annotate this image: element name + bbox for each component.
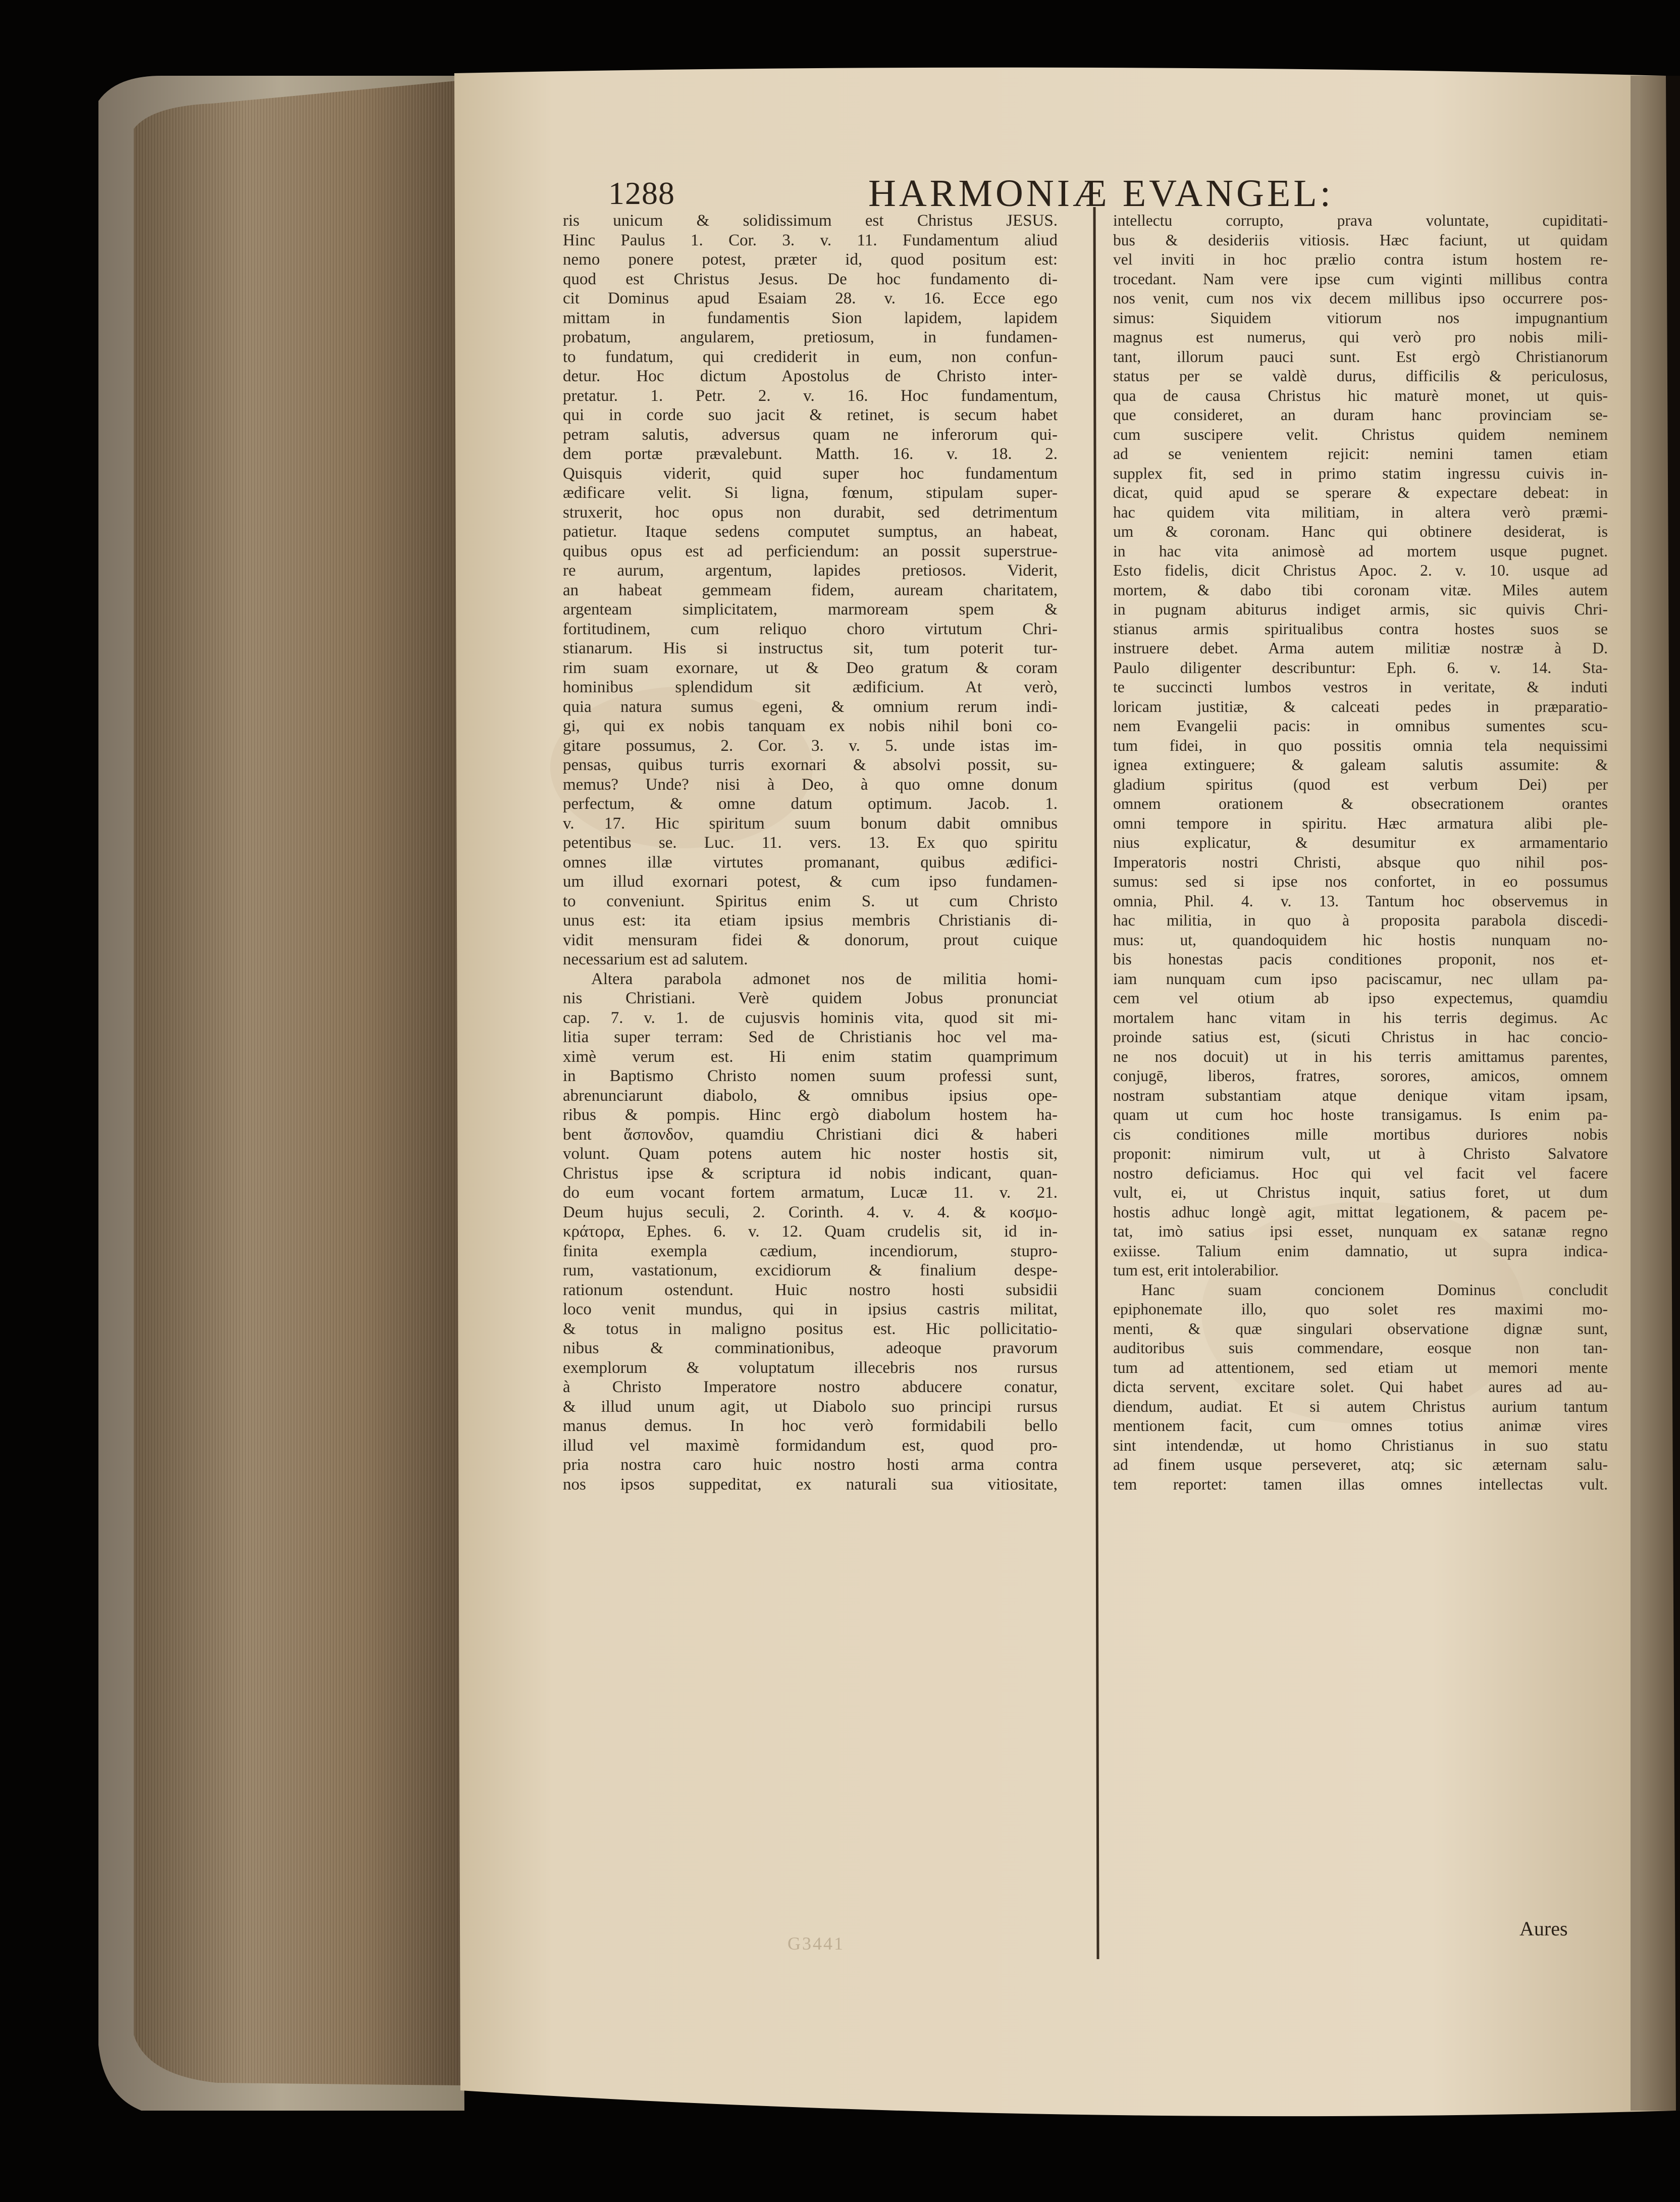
text-line: pria nostra caro huic nostro hosti arma contra bbox=[563, 1456, 1058, 1474]
text-line: illud vel maximè formidandum est, quod pro- bbox=[563, 1436, 1058, 1455]
text-line: dicta servent, excitare solet. Qui habet aures ad au- bbox=[1113, 1378, 1608, 1396]
text-line: magnus est numerus, qui verò pro nobis mili- bbox=[1113, 328, 1608, 346]
text-line: menti, & quæ singulari observatione dignæ sunt, bbox=[1113, 1319, 1608, 1338]
text-line: in pugnam abiturus indiget armis, sic quivis Chri- bbox=[1113, 600, 1608, 618]
text-line: nibus & comminationibus, adeoque pravorum bbox=[563, 1339, 1058, 1357]
text-line: nem Evangelii pacis: in omnibus sumentes scu- bbox=[1113, 717, 1608, 735]
text-line: loco venit mundus, qui in ipsius castris militat, bbox=[563, 1300, 1058, 1318]
text-line: bus & desideriis vitiosis. Hæc faciunt, ut quidam bbox=[1113, 231, 1608, 249]
text-line bbox=[563, 1494, 1058, 1514]
text-line: tum fidei, in quo possitis omnia tela nequissimi bbox=[1113, 736, 1608, 754]
text-line: stianus armis spiritualibus contra hostes suos se bbox=[1113, 620, 1608, 638]
text-line: nius explicatur, & desumitur ex armamentario bbox=[1113, 834, 1608, 851]
text-line: nostram substantiam atque denique vitam ipsam, bbox=[1113, 1086, 1608, 1104]
text-line: Hinc Paulus 1. Cor. 3. v. 11. Fundamentum aliud bbox=[563, 231, 1058, 249]
text-line: re aurum, argentum, lapides pretiosos. Viderit, bbox=[563, 561, 1058, 580]
text-line: simus: Siquidem vitiorum nos impugnantium bbox=[1113, 309, 1608, 327]
text-line: cit Dominus apud Esaiam 28. v. 16. Ecce ego bbox=[563, 289, 1058, 308]
text-line: auditoribus suis commendare, eosque non tan- bbox=[1113, 1339, 1608, 1357]
text-line: ximè verum est. Hi enim statim quamprimum bbox=[563, 1047, 1058, 1066]
text-line: & totus in maligno positus est. Hic pollicitatio- bbox=[563, 1319, 1058, 1338]
text-line: status per se valdè durus, difficilis & periculosus, bbox=[1113, 367, 1608, 385]
text-line: quia natura sumus egeni, & omnium rerum indi- bbox=[563, 697, 1058, 716]
text-line bbox=[563, 1514, 1058, 1533]
catchword: Aures bbox=[1519, 1917, 1568, 1940]
text-line: vidit mensuram fidei & donorum, prout cuique bbox=[563, 931, 1058, 949]
text-line: cis conditiones mille mortibus duriores nobis bbox=[1113, 1125, 1608, 1143]
text-line: ris unicum & solidissimum est Christus JESUS. bbox=[563, 212, 1058, 230]
text-line: dicat, quid apud se sperare & expectare debeat: in bbox=[1113, 484, 1608, 501]
text-line: an habeat gemmeam fidem, auream charitatem, bbox=[563, 581, 1058, 599]
text-line: ribus & pompis. Hinc ergò diabolum hostem ha- bbox=[563, 1106, 1058, 1124]
text-line: stianarum. His si instructus sit, tum poterit tur- bbox=[563, 639, 1058, 657]
text-line: pensas, quibus turris exornari & absolvi possit, su- bbox=[563, 756, 1058, 774]
page-number-text: 1288 bbox=[608, 175, 675, 211]
text-line: in Baptismo Christo nomen suum professi sunt, bbox=[563, 1067, 1058, 1085]
text-line: intellectu corrupto, prava voluntate, cupiditati- bbox=[1113, 212, 1608, 229]
text-line: v. 17. Hic spiritum suum bonum dabit omnibus bbox=[563, 814, 1058, 833]
text-line: gi, qui ex nobis tanquam ex nobis nihil boni co- bbox=[563, 717, 1058, 735]
text-line: κράτορα, Ephes. 6. v. 12. Quam crudelis sit, id in- bbox=[563, 1222, 1058, 1241]
text-line: bent ἄσπονδον, quamdiu Christiani dici & haberi bbox=[563, 1125, 1058, 1144]
text-line: & illud unum agit, ut Diabolo suo principi rursus bbox=[563, 1397, 1058, 1416]
text-line: rum, vastationum, excidiorum & finalium despe- bbox=[563, 1261, 1058, 1279]
text-line: ignea extinguere; & galeam salutis assumite: & bbox=[1113, 756, 1608, 774]
right-column bbox=[1113, 211, 1608, 1494]
text-line: hac militia, in quo à proposita parabola discedi- bbox=[1113, 911, 1608, 929]
text-line: vel inviti in hoc prælio contra istum hostem re- bbox=[1113, 250, 1608, 268]
text-line: gladium spiritus (quod est verbum Dei) per bbox=[1113, 775, 1608, 793]
text-line: nos venit, cum nos vix decem millibus ipso occurrere pos- bbox=[1113, 289, 1608, 307]
text-line: finita exempla cædium, incendiorum, stupro- bbox=[563, 1242, 1058, 1260]
running-head: HARMONIÆ EVANGEL: bbox=[868, 172, 1334, 215]
text-line: tant, illorum pauci sunt. Est ergò Christianorum bbox=[1113, 347, 1608, 366]
text-line: um illud exornari potest, & cum ipso fundamen- bbox=[563, 873, 1058, 891]
text-line bbox=[563, 1533, 1058, 1553]
text-line: cap. 7. v. 1. de cujusvis hominis vita, quod sit mi- bbox=[563, 1008, 1058, 1027]
text-line: cem vel otium ab ipso expectemus, quamdiu bbox=[1113, 989, 1608, 1007]
text-line: mus: ut, quandoquidem hic hostis nunquam no- bbox=[1113, 931, 1608, 949]
text-line: in hac vita animosè ad mortem usque pugnet. bbox=[1113, 542, 1608, 560]
text-line: to conveniunt. Spiritus enim S. ut cum Christo bbox=[563, 892, 1058, 910]
text-line: exemplorum & voluptatum illecebris nos rursus bbox=[563, 1358, 1058, 1377]
text-line: mentionem facit, cum omnes totius animæ vires bbox=[1113, 1417, 1608, 1435]
text-line: argenteam simplicitatem, marmoream spem & bbox=[563, 600, 1058, 619]
text-line: omnia, Phil. 4. v. 13. Tantum hoc observemus in bbox=[1113, 892, 1608, 910]
text-line: qua de causa Christus hic maturè monet, ut quis- bbox=[1113, 386, 1608, 404]
text-line: pretatur. 1. Petr. 2. v. 16. Hoc fundamentum, bbox=[563, 386, 1058, 405]
text-line: hominibus splendidum sit ædificium. At verò, bbox=[563, 678, 1058, 696]
text-line: mortem, & dabo tibi coronam vitæ. Miles autem bbox=[1113, 581, 1608, 599]
text-line: proinde satius est, (sicuti Christus in hac concio- bbox=[1113, 1028, 1608, 1046]
text-line: perfectum, & omne datum optimum. Jacob. 1. bbox=[563, 795, 1058, 813]
text-line: memus? Unde? nisi à Deo, à quo omne donum bbox=[563, 775, 1058, 794]
text-line: mittam in fundamentis Sion lapidem, lapidem bbox=[563, 309, 1058, 327]
text-line: cum suscipere velit. Christus quidem neminem bbox=[1113, 425, 1608, 443]
text-line: te succincti lumbos vestros in veritate, & induti bbox=[1113, 678, 1608, 696]
text-line: gitare possumus, 2. Cor. 3. v. 5. unde istas im- bbox=[563, 736, 1058, 755]
text-line: exiisse. Talium enim damnatio, ut supra indica- bbox=[1113, 1242, 1608, 1260]
text-line: struxerit, hoc opus non durabit, sed detrimentum bbox=[563, 503, 1058, 522]
text-line: rim suam exornare, ut & Deo gratum & coram bbox=[563, 658, 1058, 677]
text-line: volunt. Quam potens autem hic noster hostis sit, bbox=[563, 1145, 1058, 1163]
gutter-shadow bbox=[1631, 76, 1680, 2111]
text-line: fortitudinem, cum reliquo choro virtutum Chri- bbox=[563, 620, 1058, 638]
text-line: tat, imò satius ipsi esset, nunquam ex satanæ regno bbox=[1113, 1222, 1608, 1240]
text-line: sumus: sed si ipse nos confortet, in eo possumus bbox=[1113, 873, 1608, 890]
text-line: supplex fit, sed in primo statim ingressu cuivis in- bbox=[1113, 464, 1608, 482]
text-line: quam ut cum hoc hoste transigamus. Is enim pa- bbox=[1113, 1106, 1608, 1123]
text-line: petentibus se. Luc. 11. vers. 13. Ex quo spiritu bbox=[563, 834, 1058, 852]
text-line: detur. Hoc dictum Apostolus de Christo inter- bbox=[563, 367, 1058, 385]
text-line: omnes illæ virtutes promanant, quibus ædifici- bbox=[563, 853, 1058, 872]
text-line: abrenunciarunt diabolo, & omnibus ipsius ope- bbox=[563, 1086, 1058, 1105]
left-column bbox=[563, 211, 1058, 1572]
text-line: omni tempore in spiritu. Hæc armatura alibi ple- bbox=[1113, 814, 1608, 832]
text-line: qui in corde suo jacit & retinet, is secum habet bbox=[563, 406, 1058, 424]
text-line: dem portæ prævalebunt. Matth. 16. v. 18. 2. bbox=[563, 445, 1058, 463]
text-line: à Christo Imperatore nostro abducere conatur, bbox=[563, 1378, 1058, 1396]
text-line: conjugē, liberos, fratres, sorores, amicos, omnem bbox=[1113, 1067, 1608, 1085]
text-line: petram salutis, adversus quam ne inferorum qui- bbox=[563, 425, 1058, 444]
text-line: bis honestas pacis conditiones proponit, nos et- bbox=[1113, 950, 1608, 968]
text-line: hostis adhuc longè agit, mittat legationem, & pacem pe- bbox=[1113, 1203, 1608, 1221]
text-line: loricam justitiæ, & calceati pedes in præparatio- bbox=[1113, 697, 1608, 715]
text-line: nis Christiani. Verè quidem Jobus pronunciat bbox=[563, 989, 1058, 1007]
text-line: nemo ponere potest, præter id, quod positum est: bbox=[563, 250, 1058, 269]
shelfmark-stamp: G3441 bbox=[788, 1933, 845, 1954]
text-line: ad se venientem rejicit: nemini tamen etiam bbox=[1113, 445, 1608, 463]
text-line: Altera parabola admonet nos de militia homi- bbox=[591, 969, 1058, 988]
text-line: mortalem hanc vitam in his terris degimus. Ac bbox=[1113, 1008, 1608, 1027]
text-line: to fundatum, qui crediderit in eum, non confun- bbox=[563, 347, 1058, 366]
text-line: quod est Christus Jesus. De hoc fundamento di- bbox=[563, 270, 1058, 288]
text-line: tum est, erit intolerabilior. bbox=[1113, 1261, 1279, 1279]
page-edges-texture bbox=[134, 81, 460, 2085]
text-line bbox=[563, 1553, 1058, 1572]
text-line: do eum vocant fortem armatum, Lucæ 11. v. 21. bbox=[563, 1184, 1058, 1202]
text-line: necessarium est ad salutem. bbox=[563, 950, 748, 968]
text-line: manus demus. In hoc verò formidabili bello bbox=[563, 1417, 1058, 1435]
text-line: epiphonemate illo, quo solet res maximi mo- bbox=[1113, 1300, 1608, 1318]
text-line: diendum, audiat. Et si autem Christus aurium tantum bbox=[1113, 1397, 1608, 1415]
text-line: um & coronam. Hanc qui obtinere desiderat, is bbox=[1113, 523, 1608, 540]
text-line: instruere debet. Arma autem militiæ nostræ à D. bbox=[1113, 639, 1608, 657]
text-line: Hanc suam concionem Dominus concludit bbox=[1141, 1281, 1608, 1299]
text-line: vult, ei, ut Christus inquit, satius foret, ut dum bbox=[1113, 1184, 1608, 1201]
text-line: que consideret, an duram hanc provinciam se- bbox=[1113, 406, 1608, 424]
text-line: proponit: nimirum vult, ut à Christo Salvatore bbox=[1113, 1145, 1608, 1162]
text-line: iam nunquam cum ipso paciscamur, nec ullam pa- bbox=[1113, 969, 1608, 988]
text-line: unus est: ita etiam ipsius membris Christianis di- bbox=[563, 911, 1058, 930]
text-line: Deum hujus seculi, 2. Corinth. 4. v. 4. & κοσμο- bbox=[563, 1203, 1058, 1221]
text-line: litia super terram: Sed de Christianis hoc vel ma- bbox=[563, 1028, 1058, 1046]
text-line: Paulo diligenter describuntur: Eph. 6. v. 14. Sta- bbox=[1113, 658, 1608, 677]
text-line: Imperatoris nostri Christi, absque quo nihil pos- bbox=[1113, 853, 1608, 871]
text-line: quibus opus est ad perficiendum: an possit superstrue- bbox=[563, 542, 1058, 560]
text-line: Esto fidelis, dicit Christus Apoc. 2. v. 10. usque ad bbox=[1113, 561, 1608, 579]
text-line: trocedant. Nam vere ipse cum viginti millibus contra bbox=[1113, 270, 1608, 288]
text-line: probatum, angularem, pretiosum, in fundamen- bbox=[563, 328, 1058, 346]
text-line: tum ad attentionem, sed etiam ut memori mente bbox=[1113, 1358, 1608, 1376]
text-line: rationum ostendunt. Huic nostro hosti subsidii bbox=[563, 1281, 1058, 1299]
text-line: sint intendendæ, ut homo Christianus in suo statu bbox=[1113, 1436, 1608, 1454]
text-line: ne nos docuit) ut in his terris amittamus parentes, bbox=[1113, 1047, 1608, 1065]
text-line: hac quidem vita militiam, in altera verò præmi- bbox=[1113, 503, 1608, 521]
text-line: nostro deficiamus. Hoc qui vel facit vel facere bbox=[1113, 1164, 1608, 1182]
text-line: patietur. Itaque sedens computet sumptus, an habeat, bbox=[563, 523, 1058, 541]
text-line: tem reportet: tamen illas omnes intellectas vult. bbox=[1113, 1475, 1608, 1493]
text-line: omnem orationem & obsecrationem orantes bbox=[1113, 795, 1608, 812]
text-line: Christus ipse & scriptura id nobis indicant, quan- bbox=[563, 1164, 1058, 1183]
text-line: nos ipsos suppeditat, ex naturali sua vitiositate, bbox=[563, 1475, 1058, 1494]
text-line: Quisquis viderit, quid super hoc fundamentum bbox=[563, 464, 1058, 483]
text-line: ædificare velit. Si ligna, fœnum, stipulam super- bbox=[563, 484, 1058, 502]
text-line: ad finem usque perseveret, atq; sic æternam salu- bbox=[1113, 1456, 1608, 1473]
